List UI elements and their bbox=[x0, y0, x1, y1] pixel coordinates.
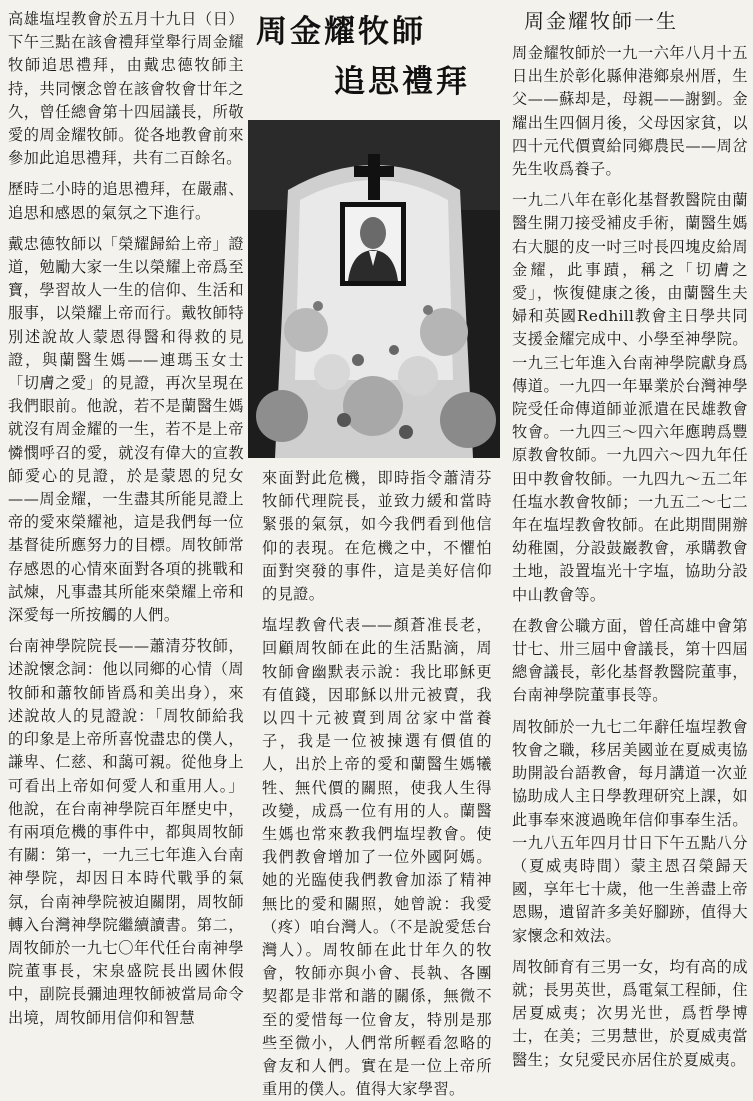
paragraph: 周牧師育有三男一女，均有高的成就；長男英世，爲電氣工程師，住居夏威夷；次男光世，爲哲學博士，在美；三男慧世，於夏威夷當醫生；女兒愛民亦居住於夏威夷。 bbox=[512, 957, 748, 1069]
paragraph: 周金耀牧師於一九一六年八月十五日出生於彰化縣伸港鄉泉州厝，生父——蘇却是，母親——謝劉。金耀出生四個月後，父母因家貧，以四十元代價賣給同鄉農民——周岔先生收爲養子。 bbox=[512, 44, 748, 179]
paragraph: 一九二八年在彰化基督教醫院由蘭醫生開刀接受補皮手術，蘭醫生媽右大腿的皮一吋三吋長四塊皮給周金耀，此事蹟，稱之「切膚之愛」，恢復健康之後，由蘭醫生夫婦和英國Redhill教會主日學共同支援金耀完成中、小學至神學院。一九三七年進入台南神學院獻身爲傳道。一九四一年畢業於台灣神學院受任命傳道師並派遣在民雄教會牧會。一九四三～四六年應聘爲豐原教會牧師。一九四六～四九年任田中教會牧師。一九四九～五二年任塩水教會牧師；一九五二～七二年在塩埕教會牧師。在此期間開辦幼稚園，分設鼓巖教會，承購教會土地，設置塩光十字塩，協助分設中山教會等。 bbox=[512, 191, 748, 604]
paragraph: 台南神學院院長——蕭清芬牧師，述說懷念詞：他以同鄉的心情（周牧師和蕭牧師皆爲和美出身），來述說故人的見證說：「周牧師給我的印象是上帝所喜悅盡忠的僕人，謙卑、仁慈、和藹可親。從他身上可看出上帝如何愛人和重用人。」他說，在台南神學院百年歷史中，有兩項危機的事件中，都與周牧師有關：第一，一九三七年進入台南神學院，却因日本時代戰爭的氣氛，台南神學院被迫關閉，周牧師轉入台灣神學院繼續讀書。第二，周牧師於一九七〇年代任台南神學院董事長，宋泉盛院長出國休假中，副院長彌迪理牧師被當局命令出境，周牧師用信仰和智慧 bbox=[8, 637, 244, 1027]
left-column bbox=[8, 8, 244, 1068]
headline-line-1: 周金耀牧師 bbox=[256, 14, 426, 50]
paragraph: 在教會公職方面，曾任高雄中會第廿七、卅三屆中會議長，第十四屆總會議長，彰化基督教醫院董事，台南神學院董事長等。 bbox=[512, 616, 748, 705]
headline-line-2: 追思禮拜 bbox=[334, 64, 470, 100]
paragraph: 塩埕教會代表——顏蒼准長老，回顧周牧師在此的生活點滴，周牧師會幽默表示說：我比耶穌更有值錢，因耶穌以卅元被賣，我以四十元被賣到周岔家中當養子，我是一位被揀選有價值的人，出於上帝的愛和蘭醫生媽犧牲、無代價的關照，使我人生得改變，成爲一位有用的人。蘭醫生媽也常來教我們塩埕教會。使我們教會增加了一位外國阿媽。她的光臨使我們教會加添了精神無比的愛和關照，她曾說：我愛（疼）咱台灣人。（不是說愛恁台灣人）。周牧師在此廿年久的牧會，牧師亦與小會、長執、各團契都是非常和諧的關係，無微不至的愛惜每一位會友，特別是那些至微小，人們常所輕看忽略的會友和人們。實在是一位上帝所重用的僕人。值得大家學習。 bbox=[262, 616, 492, 1099]
right-column bbox=[512, 8, 748, 1068]
biography-title: 周金耀牧師一生 bbox=[524, 9, 678, 33]
paragraph: 來面對此危機，即時指令蕭清芬牧師代理院長，並致力緩和當時緊張的氣氛，如今我們看到他信仰的表現。在危機之中，不懼怕面對突發的事件，這是美好信仰的見證。 bbox=[262, 469, 492, 604]
middle-column bbox=[262, 467, 492, 1099]
paragraph: 戴忠德牧師以「榮耀歸給上帝」證道，勉勵大家一生以榮耀上帝爲至寶，學習故人一生的信仰、生活和服事，以榮耀上帝而行。戴牧師特別述說故人蒙恩得醫和得救的見證，與蘭醫生媽——連瑪玉女士「切膚之愛」的見證，再次呈現在我們眼前。他說，若不是蘭醫生媽就沒有周金耀的一生，若不是上帝憐憫呼召的愛，就沒有偉大的宣教師愛心的見證，於是蒙恩的兒女——周金耀，一生盡其所能見證上帝的愛來榮耀祂，這是我們每一位基督徒所應努力的目標。周牧師常存感恩的心情來面對各項的挑戰和試煉，凡事盡其所能來榮耀上帝和深愛每一所按觸的人們。 bbox=[8, 234, 244, 625]
paragraph: 高雄塩埕教會於五月十九日（日）下午三點在該會禮拜堂舉行周金耀牧師追思禮拜，由戴忠德牧師主持，共同懷念曾在該會牧會廿年之久，曾任總會第十四屆議長，所敬愛的周金耀牧師。從各地教會前來參加此追思禮拜，共有二百餘名。 bbox=[8, 10, 244, 168]
paragraph: 歷時二小時的追思禮拜，在嚴肅、追思和感恩的氣氛之下進行。 bbox=[8, 180, 244, 222]
memorial-photo bbox=[248, 120, 500, 458]
memorial-photo-image bbox=[248, 120, 500, 458]
paragraph: 周牧師於一九七二年辭任塩埕教會牧會之職，移居美國並在夏威夷協助開設台語教會，每月講道一次並協助成人主日學教理研究上課，如此事奉來渡過晚年信仰事奉生活。一九八五年四月廿日下午五點八分（夏威夷時間）蒙主恩召榮歸天國，享年七十歲，他一生善盡上帝恩賜，遺留許多美好腳跡，值得大家懷念和效法。 bbox=[512, 717, 748, 945]
